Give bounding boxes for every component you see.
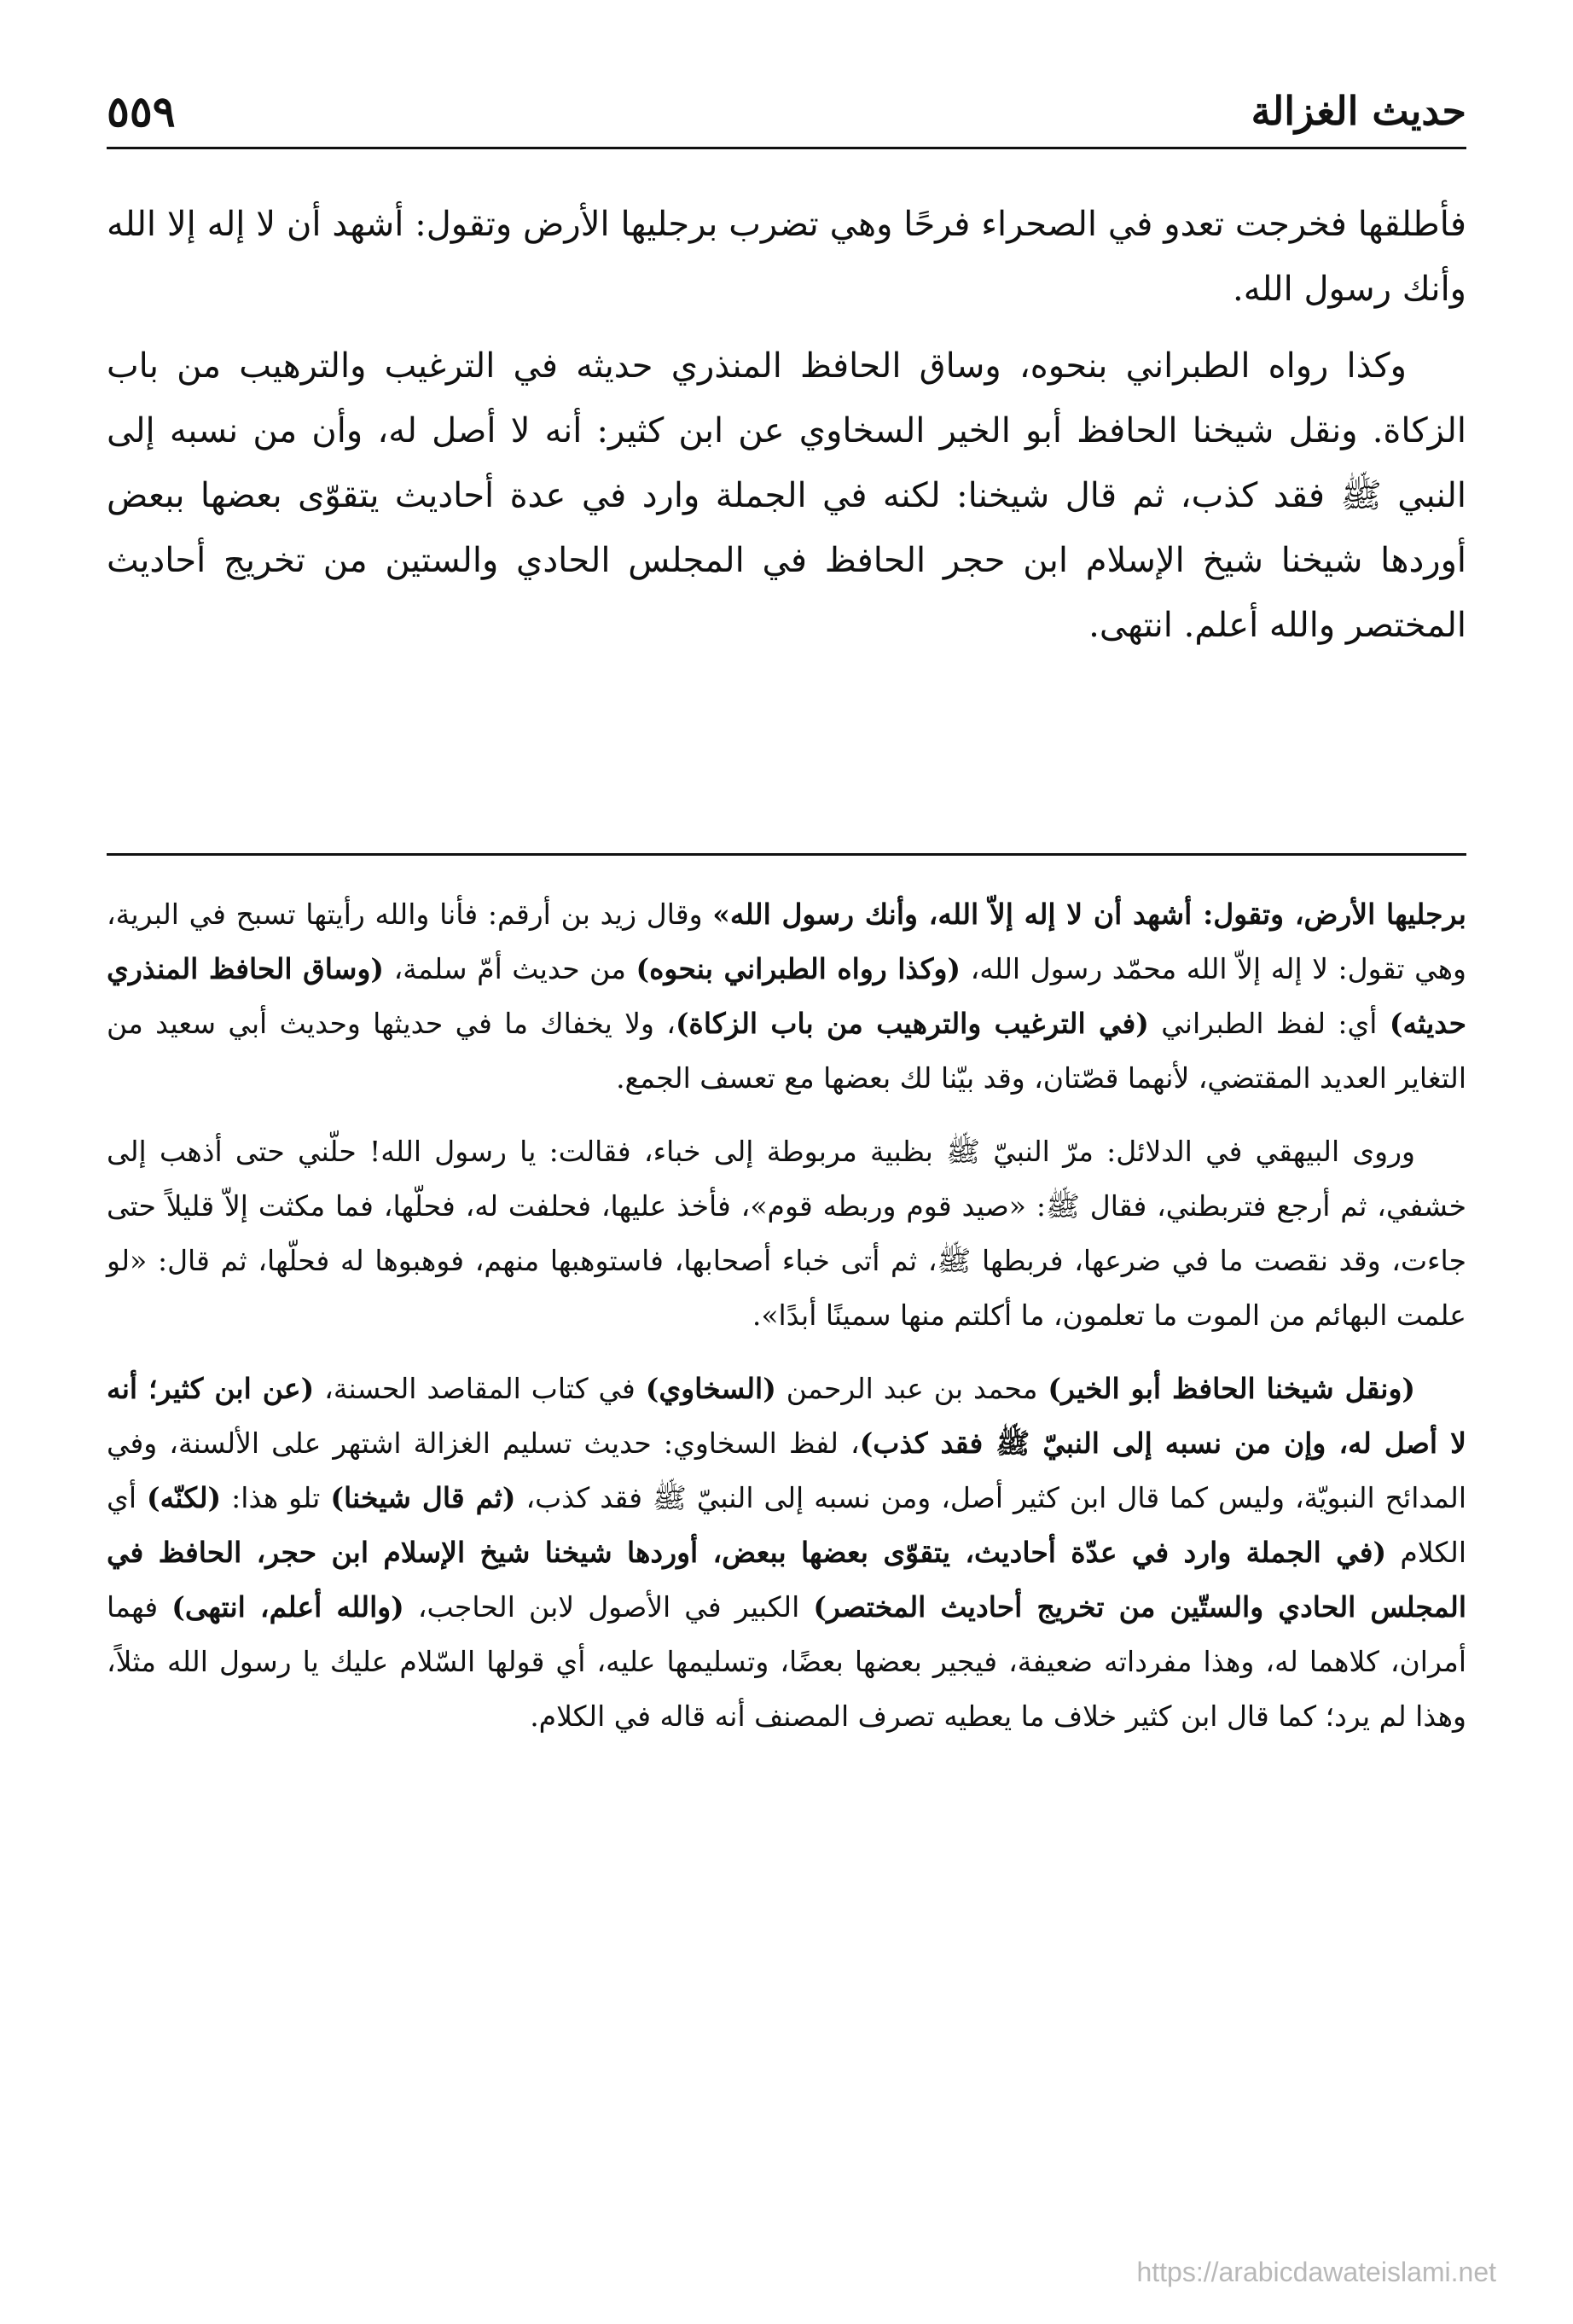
quoted-text: برجليها الأرض، وتقول: أشهد أن لا إله إلاّ الله، وأنك رسول الله» xyxy=(712,898,1466,931)
commentary-text: ، لفظ السخاوي: حديث تسليم الغزالة اشتهر على الألسنة، وفي المدائح النبويّة، وليس كما قال ابن كثير أصل، ومن نسبه إلى النبيّ ﷺ فقد كذب، xyxy=(107,1426,1466,1514)
commentary-text: في كتاب المقاصد الحسنة، xyxy=(314,1372,646,1405)
quoted-text: (السخاوي) xyxy=(645,1372,776,1405)
page-number: ٥٥٩ xyxy=(107,85,176,137)
commentary xyxy=(107,887,1466,1763)
quoted-text: (في الجملة وارد في عدّة أحاديث، يتقوّى بعضها ببعض، أوردها شيخنا شيخ الإسلام ابن حجر، الحافظ في المجلس الحادي والستّين من تخريج أحاديث المختصر) xyxy=(107,1536,1467,1624)
commentary-text: أي: لفظ الطبراني xyxy=(1148,1007,1390,1040)
watermark-url: https://arabicdawateislami.net xyxy=(1136,2257,1496,2287)
section-divider xyxy=(107,853,1466,856)
commentary-text: أي الكلام xyxy=(107,1481,1467,1569)
page-header xyxy=(107,81,1466,141)
commentary-text: ، ولا يخفاك ما في حديثها وحديث أبي سعيد من التغاير العديد المقتضي، لأنهما قصّتان، وقد بيّنا لك بعضها مع تعسف الجمع. xyxy=(107,1007,1466,1095)
quoted-text: (في الترغيب والترهيب من باب الزكاة) xyxy=(675,1007,1149,1040)
commentary-text: الكبير في الأصول لابن الحاجب، xyxy=(403,1590,814,1624)
quoted-text: (وكذا رواه الطبراني بنحوه) xyxy=(636,952,961,985)
commentary-text: وقال زيد بن أرقم: فأنا والله رأيتها تسبح في البرية، وهي تقول: لا إله إلاّ الله محمّد رسول الله، xyxy=(107,898,1466,985)
main-paragraph-1: فأطلقها فخرجت تعدو في الصحراء فرحًا وهي تضرب برجليها الأرض وتقول: أشهد أن لا إله إلا الله وأنك رسول الله. xyxy=(107,205,1466,309)
main-text xyxy=(107,192,1466,670)
commentary-paragraph-2: وروى البيهقي في الدلائل: مرّ النبيّ ﷺ بظبية مربوطة إلى خباء، فقالت: يا رسول الله! حلّني حتى أذهب إلى خشفي، ثم أرجع فتربطني، فقال ﷺ: «صيد قوم وربطه قوم»، فأخذ عليها، فحلفت له، فحلّها، فما مكثت إلاّ قليلاً حتى جاءت، وقد نقصت ما في ضرعها، فربطها ﷺ، ثم أتى خباء أصحابها، فاستوهبها منهم، فوهبوها له فحلّها، ثم قال: «لو علمت البهائم من الموت ما تعلمون، ما أكلتم منها سمينًا أبدًا». xyxy=(107,1135,1466,1332)
quoted-text: (لكنّه) xyxy=(147,1481,222,1514)
commentary-text: محمد بن عبد الرحمن xyxy=(775,1372,1048,1405)
commentary-paragraph-1 xyxy=(107,887,1466,1106)
quoted-text: (ثم قال شيخنا) xyxy=(330,1481,516,1514)
quoted-text: (عن ابن كثير؛ أنه لا أصل له، وإن من نسبه إلى النبيّ ﷺ فقد كذب) xyxy=(107,1372,1466,1460)
commentary-text: فهما أمران، كلاهما له، وهذا مفرداته ضعيفة، فيجير بعضها بعضًا، وتسليمها عليه، أي قولها السّلام عليك يا رسول الله مثلاً، وهذا لم يرد؛ كما قال ابن كثير خلاف ما يعطيه تصرف المصنف أنه قاله في الكلام. xyxy=(107,1590,1466,1733)
main-paragraph-2: وكذا رواه الطبراني بنحوه، وساق الحافظ المنذري حديثه في الترغيب والترهيب من باب الزكاة. ونقل شيخنا الحافظ أبو الخير السخاوي عن ابن كثير: أنه لا أصل له، وأن من نسبه إلى النبي ﷺ فقد كذب، ثم قال شيخنا: لكنه في الجملة وارد في عدة أحاديث يتقوّى بعضها ببعض أوردها شيخنا شيخ الإسلام ابن حجر الحافظ في المجلس الحادي والستين من تخريج أحاديث المختصر والله أعلم. انتهى. xyxy=(107,346,1466,645)
quoted-text: (وساق الحافظ المنذري حديثه) xyxy=(107,952,1467,1040)
commentary-text: من حديث أمّ سلمة، xyxy=(384,952,636,985)
quoted-text: (والله أعلم، انتهى) xyxy=(171,1590,404,1624)
header-rule xyxy=(107,147,1466,149)
quoted-text: (ونقل شيخنا الحافظ أبو الخير) xyxy=(1048,1372,1415,1405)
running-title: حديث الغزالة xyxy=(1251,88,1466,134)
commentary-paragraph-3 xyxy=(107,1362,1466,1744)
commentary-text: تلو هذا: xyxy=(221,1481,331,1514)
